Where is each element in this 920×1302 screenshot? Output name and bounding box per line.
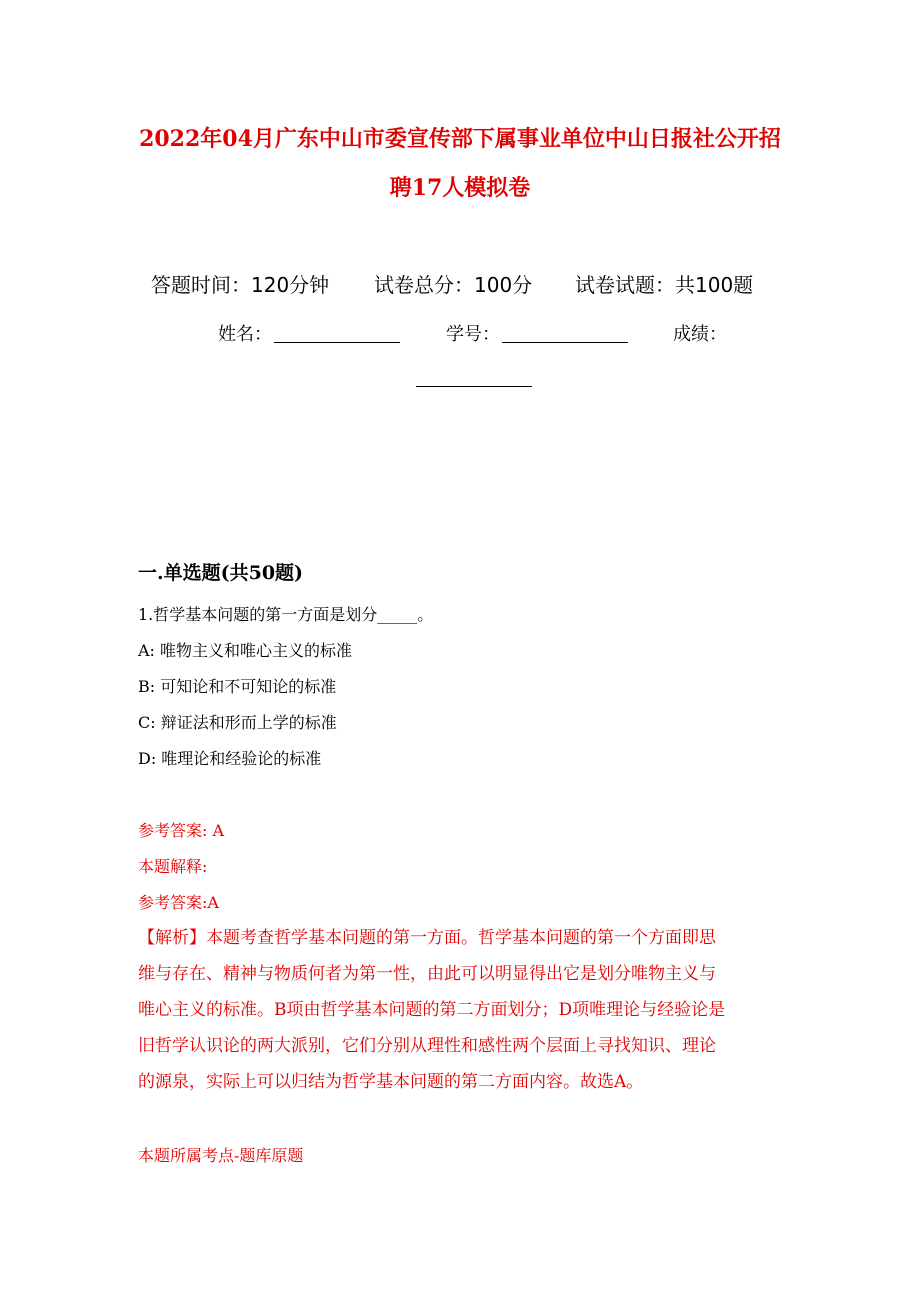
document-title-line-1: 2022年04月广东中山市委宣传部下属事业单位中山日报社公开招 <box>139 126 781 152</box>
student-id-label: 学号： <box>446 324 500 345</box>
explanation-label: 本题解释: <box>138 857 208 876</box>
student-id-blank[interactable] <box>502 342 628 343</box>
reference-answer: 参考答案: A <box>138 821 225 840</box>
option-d: D: 唯理论和经验论的标准 <box>138 749 322 768</box>
question-stem: 1.哲学基本问题的第一方面是划分_____。 <box>138 605 434 624</box>
question-source: 本题所属考点-题库原题 <box>138 1146 304 1165</box>
analysis-line: 唯心主义的标准。B项由哲学基本问题的第二方面划分；D项唯理论与经验论是 <box>138 1000 726 1020</box>
option-a: A: 唯物主义和唯心主义的标准 <box>138 641 353 660</box>
option-c: C: 辩证法和形而上学的标准 <box>138 713 337 732</box>
score-blank[interactable] <box>416 386 532 387</box>
analysis-line: 维与存在、精神与物质何者为第一性，由此可以明显得出它是划分唯物主义与 <box>138 964 716 984</box>
analysis-line: 【解析】本题考查哲学基本问题的第一方面。哲学基本问题的第一个方面即思 <box>138 928 716 948</box>
document-title-line-2: 聘17人模拟卷 <box>389 175 531 201</box>
exam-question-count: 试卷试题：共100题 <box>575 273 754 297</box>
exam-total-score: 试卷总分：100分 <box>374 273 533 297</box>
analysis-line: 旧哲学认识论的两大派别，它们分别从理性和感性两个层面上寻找知识、理论 <box>138 1036 716 1056</box>
section-heading: 一.单选题(共50题) <box>138 562 304 584</box>
score-label: 成绩： <box>673 324 727 345</box>
analysis-line: 的源泉，实际上可以归结为哲学基本问题的第二方面内容。故选A。 <box>138 1072 644 1092</box>
analysis-paragraph <box>138 920 788 1100</box>
name-label: 姓名： <box>218 324 272 345</box>
exam-time: 答题时间：120分钟 <box>151 273 330 297</box>
name-blank[interactable] <box>274 342 400 343</box>
reference-answer-2: 参考答案:A <box>138 893 219 912</box>
option-b: B: 可知论和不可知论的标准 <box>138 677 337 696</box>
